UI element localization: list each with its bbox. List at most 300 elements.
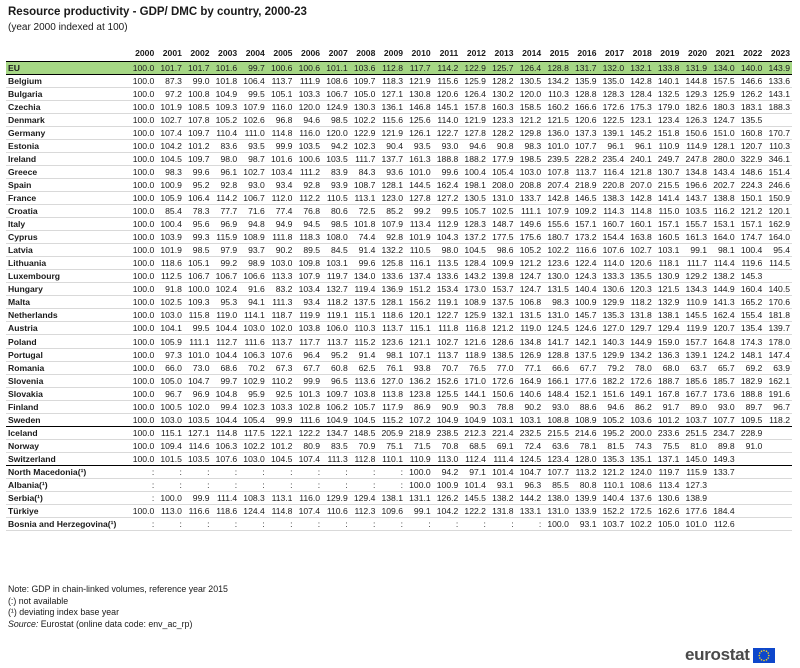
table-cell: 112.3 xyxy=(350,505,378,518)
table-row xyxy=(6,178,792,191)
table-cell: 105.9 xyxy=(156,335,184,348)
row-label: Slovenia xyxy=(6,374,129,387)
table-cell: 100.0 xyxy=(129,126,157,139)
table-cell: 116.6 xyxy=(571,244,599,257)
table-cell: 132.0 xyxy=(599,61,627,74)
table-cell: 145.5 xyxy=(681,309,709,322)
row-label: Austria xyxy=(6,322,129,335)
table-cell: 130.7 xyxy=(654,165,682,178)
table-cell: 101.1 xyxy=(322,61,350,74)
row-label: Poland xyxy=(6,335,129,348)
table-cell: 101.9 xyxy=(156,100,184,113)
row-label: North Macedonia(¹) xyxy=(6,465,129,478)
table-cell: : xyxy=(156,479,184,492)
table-cell: 101.4 xyxy=(460,479,488,492)
table-cell: 120.3 xyxy=(626,283,654,296)
table-cell: 102.2 xyxy=(543,244,571,257)
table-cell: 93.0 xyxy=(433,139,461,152)
table-cell: 99.6 xyxy=(433,165,461,178)
table-cell: 104.9 xyxy=(460,413,488,426)
table-cell: 107.9 xyxy=(543,205,571,218)
table-cell: 99.1 xyxy=(405,505,433,518)
table-cell: 133.6 xyxy=(764,74,792,87)
table-cell: 107.4 xyxy=(156,126,184,139)
page-title: Resource productivity - GDP/ DMC by country, 2000-23 xyxy=(8,6,307,18)
table-cell: 70.8 xyxy=(433,439,461,452)
table-cell: 70.2 xyxy=(239,361,267,374)
table-row xyxy=(6,244,792,257)
table-row xyxy=(6,100,792,113)
table-cell: 145.3 xyxy=(737,270,765,283)
table-cell xyxy=(737,452,765,465)
table-row xyxy=(6,218,792,231)
table-cell: 114.1 xyxy=(239,309,267,322)
table-cell: 135.3 xyxy=(599,309,627,322)
table-cell: 128.1 xyxy=(377,296,405,309)
table-cell: 100.0 xyxy=(129,257,157,270)
table-cell: 128.8 xyxy=(571,87,599,100)
table-cell: 224.3 xyxy=(737,178,765,191)
table-cell: 113.6 xyxy=(350,374,378,387)
table-cell: 116.8 xyxy=(460,322,488,335)
table-cell: 147.4 xyxy=(764,348,792,361)
table-cell: 123.0 xyxy=(377,191,405,204)
table-cell: 207.4 xyxy=(543,178,571,191)
table-cell: 129.2 xyxy=(681,270,709,283)
table-cell: 84.3 xyxy=(350,165,378,178)
table-cell: 111.1 xyxy=(184,335,212,348)
table-cell: 123.3 xyxy=(488,113,516,126)
table-cell: 123.1 xyxy=(626,113,654,126)
table-cell: 140.4 xyxy=(571,283,599,296)
table-cell: 114.3 xyxy=(599,205,627,218)
table-cell: 128.2 xyxy=(488,74,516,87)
table-cell: 138.5 xyxy=(488,348,516,361)
table-cell: 111.2 xyxy=(294,165,322,178)
table-cell: 148.4 xyxy=(543,387,571,400)
table-cell: 148.1 xyxy=(737,348,765,361)
table-cell: 103.5 xyxy=(184,413,212,426)
table-cell: 80.8 xyxy=(571,479,599,492)
table-cell: 100.0 xyxy=(129,218,157,231)
table-cell: 111.9 xyxy=(294,74,322,87)
table-cell: 118.9 xyxy=(460,348,488,361)
table-cell: 107.7 xyxy=(709,413,737,426)
table-cell: 62.5 xyxy=(350,361,378,374)
table-cell: 124.7 xyxy=(709,113,737,126)
table-cell: 113.2 xyxy=(571,465,599,478)
table-cell: 100.0 xyxy=(129,139,157,152)
table-cell: 113.7 xyxy=(322,335,350,348)
table-cell: 120.6 xyxy=(571,113,599,126)
table-cell: 113.7 xyxy=(571,165,599,178)
eurostat-logo xyxy=(685,645,775,665)
table-row xyxy=(6,165,792,178)
table-cell: 138.3 xyxy=(599,191,627,204)
row-label: Croatia xyxy=(6,205,129,218)
table-cell: 101.6 xyxy=(267,152,295,165)
row-label: Finland xyxy=(6,400,129,413)
table-cell: 126.3 xyxy=(681,113,709,126)
table-cell: 121.2 xyxy=(516,113,544,126)
table-cell: 111.3 xyxy=(322,452,350,465)
table-cell xyxy=(764,492,792,505)
table-cell: 103.8 xyxy=(294,322,322,335)
column-header-year: 2010 xyxy=(405,46,433,61)
table-cell: 110.9 xyxy=(681,296,709,309)
table-cell: 113.7 xyxy=(267,335,295,348)
table-cell: 106.7 xyxy=(239,191,267,204)
table-cell: 123.8 xyxy=(405,387,433,400)
table-cell: 120.0 xyxy=(516,87,544,100)
table-cell: 100.0 xyxy=(129,309,157,322)
table-cell: 149.3 xyxy=(709,452,737,465)
table-cell: 114.0 xyxy=(599,257,627,270)
table-cell: 135.9 xyxy=(571,74,599,87)
table-cell: 100.0 xyxy=(129,361,157,374)
table-cell: 100.0 xyxy=(129,191,157,204)
table-cell: 102.7 xyxy=(626,244,654,257)
row-label: Denmark xyxy=(6,113,129,126)
table-cell: 103.0 xyxy=(239,452,267,465)
table-cell: 112.2 xyxy=(294,191,322,204)
column-header-year: 2013 xyxy=(488,46,516,61)
table-cell: 120.7 xyxy=(737,139,765,152)
table-cell: 188.8 xyxy=(433,152,461,165)
table-cell: 144.2 xyxy=(516,492,544,505)
table-cell: 93.4 xyxy=(267,178,295,191)
table-cell: 129.8 xyxy=(516,126,544,139)
header-row xyxy=(6,46,792,61)
table-cell: 148.5 xyxy=(350,426,378,439)
table-cell: 111.4 xyxy=(212,492,240,505)
table-cell: 185.7 xyxy=(709,374,737,387)
table-cell: 113.4 xyxy=(654,479,682,492)
table-cell: 110.1 xyxy=(377,452,405,465)
table-cell: 131.0 xyxy=(488,191,516,204)
table-row xyxy=(6,439,792,452)
table-cell: 113.3 xyxy=(267,270,295,283)
table-cell: 155.6 xyxy=(543,218,571,231)
table-cell: 130.6 xyxy=(654,492,682,505)
table-cell: 161.3 xyxy=(405,152,433,165)
table-cell: 111.4 xyxy=(488,452,516,465)
table-cell: 76.1 xyxy=(377,361,405,374)
table-cell: 76.5 xyxy=(460,361,488,374)
table-cell: 183.1 xyxy=(737,100,765,113)
table-cell: 94.6 xyxy=(599,400,627,413)
table-cell: : xyxy=(460,518,488,531)
table-cell: 129.3 xyxy=(681,87,709,100)
table-cell: 102.7 xyxy=(156,113,184,126)
table-cell: 100.0 xyxy=(543,518,571,531)
table-cell: 123.4 xyxy=(654,113,682,126)
table-cell: 104.2 xyxy=(433,505,461,518)
table-cell: 234.7 xyxy=(709,426,737,439)
table-cell: 205.9 xyxy=(377,426,405,439)
table-cell: 133.8 xyxy=(654,61,682,74)
table-cell: 100.0 xyxy=(129,270,157,283)
row-label: France xyxy=(6,191,129,204)
table-cell: 123.4 xyxy=(543,452,571,465)
table-cell: 121.2 xyxy=(599,465,627,478)
table-cell: 99.6 xyxy=(184,165,212,178)
table-cell: 102.3 xyxy=(239,400,267,413)
table-cell: 218.9 xyxy=(571,178,599,191)
table-cell: 106.7 xyxy=(212,270,240,283)
table-row xyxy=(6,139,792,152)
table-cell: 130.3 xyxy=(350,100,378,113)
table-cell: 133.7 xyxy=(709,465,737,478)
table-cell: 68.5 xyxy=(460,439,488,452)
table-cell: 145.1 xyxy=(433,100,461,113)
table-cell: 113.5 xyxy=(433,257,461,270)
row-label: Slovakia xyxy=(6,387,129,400)
table-cell: 140.5 xyxy=(764,283,792,296)
table-cell: 110.3 xyxy=(764,139,792,152)
table-cell: 126.2 xyxy=(737,87,765,100)
table-cell: 108.3 xyxy=(239,492,267,505)
table-cell: 106.2 xyxy=(322,400,350,413)
table-cell: 99.9 xyxy=(184,492,212,505)
table-cell: 112.4 xyxy=(460,452,488,465)
table-cell: 128.4 xyxy=(626,87,654,100)
table-cell: 131.1 xyxy=(405,492,433,505)
table-cell: 132.1 xyxy=(488,309,516,322)
column-header-year: 2019 xyxy=(654,46,682,61)
table-cell: 100.0 xyxy=(129,426,157,439)
table-cell: 173.0 xyxy=(460,283,488,296)
table-cell: 202.7 xyxy=(709,178,737,191)
row-label: Albania(¹) xyxy=(6,479,129,492)
table-cell: 144.8 xyxy=(681,74,709,87)
table-cell: 92.5 xyxy=(267,387,295,400)
table-cell: 157.7 xyxy=(681,335,709,348)
table-cell: 112.7 xyxy=(212,335,240,348)
table-cell: 105.0 xyxy=(654,518,682,531)
table-cell: 152.2 xyxy=(599,505,627,518)
table-cell: 102.0 xyxy=(267,322,295,335)
table-cell: 105.7 xyxy=(460,205,488,218)
table-cell: 132.2 xyxy=(377,244,405,257)
table-cell: 123.6 xyxy=(543,257,571,270)
table-cell: 90.2 xyxy=(267,244,295,257)
table-cell: 67.3 xyxy=(267,361,295,374)
table-cell: 116.6 xyxy=(184,505,212,518)
table-cell: 157.1 xyxy=(571,218,599,231)
table-cell: 96.5 xyxy=(322,374,350,387)
table-cell: 121.2 xyxy=(737,205,765,218)
table-cell: 137.1 xyxy=(654,452,682,465)
table-cell: 115.9 xyxy=(681,465,709,478)
table-row xyxy=(6,152,792,165)
table-cell: 68.0 xyxy=(654,361,682,374)
table-cell: 113.1 xyxy=(350,191,378,204)
table-cell: 218.9 xyxy=(405,426,433,439)
table-cell: 106.3 xyxy=(239,348,267,361)
table-cell: 75.1 xyxy=(377,439,405,452)
table-cell: 153.4 xyxy=(433,283,461,296)
table-cell: 85.4 xyxy=(156,205,184,218)
table-cell: 113.7 xyxy=(267,74,295,87)
row-label: Bosnia and Herzegovina(¹) xyxy=(6,518,129,531)
table-cell: 63.6 xyxy=(543,439,571,452)
table-cell: 108.0 xyxy=(322,231,350,244)
table-cell: 100.0 xyxy=(129,283,157,296)
table-cell: 232.5 xyxy=(516,426,544,439)
table-cell: 127.1 xyxy=(184,426,212,439)
table-cell: 127.0 xyxy=(377,374,405,387)
table-cell: 126.9 xyxy=(516,348,544,361)
table-cell: 110.3 xyxy=(350,322,378,335)
table-cell: 139.8 xyxy=(488,270,516,283)
table-cell: 115.2 xyxy=(350,335,378,348)
table-cell: 96.1 xyxy=(212,165,240,178)
table-cell: 103.1 xyxy=(322,257,350,270)
table-cell: 109.2 xyxy=(571,205,599,218)
table-cell: 133.9 xyxy=(571,505,599,518)
table-cell: 107.1 xyxy=(405,348,433,361)
table-cell: 139.1 xyxy=(681,348,709,361)
table-cell: : xyxy=(239,465,267,478)
table-cell: 100.6 xyxy=(294,152,322,165)
table-cell: 103.0 xyxy=(156,413,184,426)
table-cell: 108.6 xyxy=(322,74,350,87)
table-cell: 108.9 xyxy=(571,413,599,426)
source-line xyxy=(8,619,228,631)
table-cell: 89.0 xyxy=(681,400,709,413)
table-row xyxy=(6,270,792,283)
table-cell: 116.4 xyxy=(599,165,627,178)
table-cell: 102.7 xyxy=(239,165,267,178)
table-cell: 127.3 xyxy=(681,479,709,492)
table-cell: 101.2 xyxy=(184,139,212,152)
table-cell: 121.9 xyxy=(460,113,488,126)
table-cell: 167.8 xyxy=(654,387,682,400)
table-cell: 149.1 xyxy=(626,387,654,400)
table-cell: 172.6 xyxy=(626,374,654,387)
table-cell: 103.4 xyxy=(267,165,295,178)
table-cell: 92.8 xyxy=(377,231,405,244)
table-cell: : xyxy=(156,465,184,478)
table-cell: 145.5 xyxy=(460,492,488,505)
table-cell: 79.2 xyxy=(599,361,627,374)
table-cell: 214.6 xyxy=(571,426,599,439)
table-cell: 93.5 xyxy=(405,139,433,152)
table-cell: 180.3 xyxy=(709,100,737,113)
table-cell: 93.0 xyxy=(543,400,571,413)
table-cell: 145.0 xyxy=(681,452,709,465)
table-cell: : xyxy=(294,479,322,492)
table-cell: 136.3 xyxy=(654,348,682,361)
table-cell: 137.7 xyxy=(377,152,405,165)
table-cell: : xyxy=(516,518,544,531)
table-cell: 122.2 xyxy=(294,426,322,439)
table-cell: 136.9 xyxy=(377,283,405,296)
table-cell: 123.6 xyxy=(377,335,405,348)
table-cell: 114.8 xyxy=(212,426,240,439)
table-cell: 133.3 xyxy=(599,270,627,283)
column-header-year: 2009 xyxy=(377,46,405,61)
table-cell: 119.1 xyxy=(322,309,350,322)
table-cell: 95.2 xyxy=(184,178,212,191)
table-cell: 150.9 xyxy=(764,191,792,204)
table-cell: 110.5 xyxy=(405,244,433,257)
table-cell: 132.9 xyxy=(654,296,682,309)
column-header-year: 2003 xyxy=(212,46,240,61)
table-cell: 91.4 xyxy=(350,244,378,257)
table-cell: 173.6 xyxy=(709,387,737,400)
table-cell: : xyxy=(267,465,295,478)
table-cell: 132.1 xyxy=(626,61,654,74)
table-cell: 99.7 xyxy=(212,374,240,387)
table-cell: 148.6 xyxy=(737,165,765,178)
table-cell: 100.0 xyxy=(129,61,157,74)
row-label: Germany xyxy=(6,126,129,139)
table-cell: 121.2 xyxy=(516,257,544,270)
table-cell: 121.2 xyxy=(488,322,516,335)
table-cell: 112.8 xyxy=(350,452,378,465)
table-cell: 108.5 xyxy=(184,100,212,113)
table-cell: 128.6 xyxy=(488,335,516,348)
table-cell: 105.9 xyxy=(156,191,184,204)
column-header-year: 2016 xyxy=(571,46,599,61)
table-cell: 71.6 xyxy=(239,205,267,218)
table-cell: 99.4 xyxy=(212,400,240,413)
table-row xyxy=(6,87,792,100)
table-cell: 101.7 xyxy=(184,61,212,74)
column-header-year: 2007 xyxy=(322,46,350,61)
table-cell: : xyxy=(267,518,295,531)
table-cell: 84.5 xyxy=(322,244,350,257)
table-cell: 142.8 xyxy=(626,74,654,87)
table-cell: 107.4 xyxy=(294,452,322,465)
table-cell: 98.5 xyxy=(322,113,350,126)
table-cell xyxy=(764,270,792,283)
table-cell: 107.9 xyxy=(377,218,405,231)
table-cell: 221.4 xyxy=(488,426,516,439)
table-cell: 141.4 xyxy=(654,191,682,204)
table-cell: 161.3 xyxy=(681,231,709,244)
table-cell: 98.3 xyxy=(543,296,571,309)
table-cell: 100.6 xyxy=(267,61,295,74)
table-cell: 86.2 xyxy=(626,400,654,413)
column-header-year: 2023 xyxy=(764,46,792,61)
table-cell: 115.1 xyxy=(156,426,184,439)
table-cell: 74.3 xyxy=(626,439,654,452)
table-cell: 129.9 xyxy=(322,492,350,505)
table-cell: 83.9 xyxy=(322,165,350,178)
table-cell: 179.0 xyxy=(654,100,682,113)
table-cell: 130.2 xyxy=(488,87,516,100)
table-cell: 112.8 xyxy=(377,61,405,74)
table-cell: 100.6 xyxy=(294,61,322,74)
table-cell: 119.7 xyxy=(654,465,682,478)
table-cell: 151.6 xyxy=(599,387,627,400)
table-cell: 100.0 xyxy=(129,348,157,361)
table-row xyxy=(6,492,792,505)
table-cell: 93.1 xyxy=(488,479,516,492)
table-cell xyxy=(764,465,792,478)
table-cell: 118.7 xyxy=(267,309,295,322)
table-cell: 125.9 xyxy=(460,74,488,87)
table-cell xyxy=(737,465,765,478)
table-cell: 90.4 xyxy=(377,139,405,152)
table-cell: 131.8 xyxy=(626,309,654,322)
table-cell: 162.4 xyxy=(433,178,461,191)
table-cell: : xyxy=(156,518,184,531)
table-cell: 100.0 xyxy=(184,283,212,296)
